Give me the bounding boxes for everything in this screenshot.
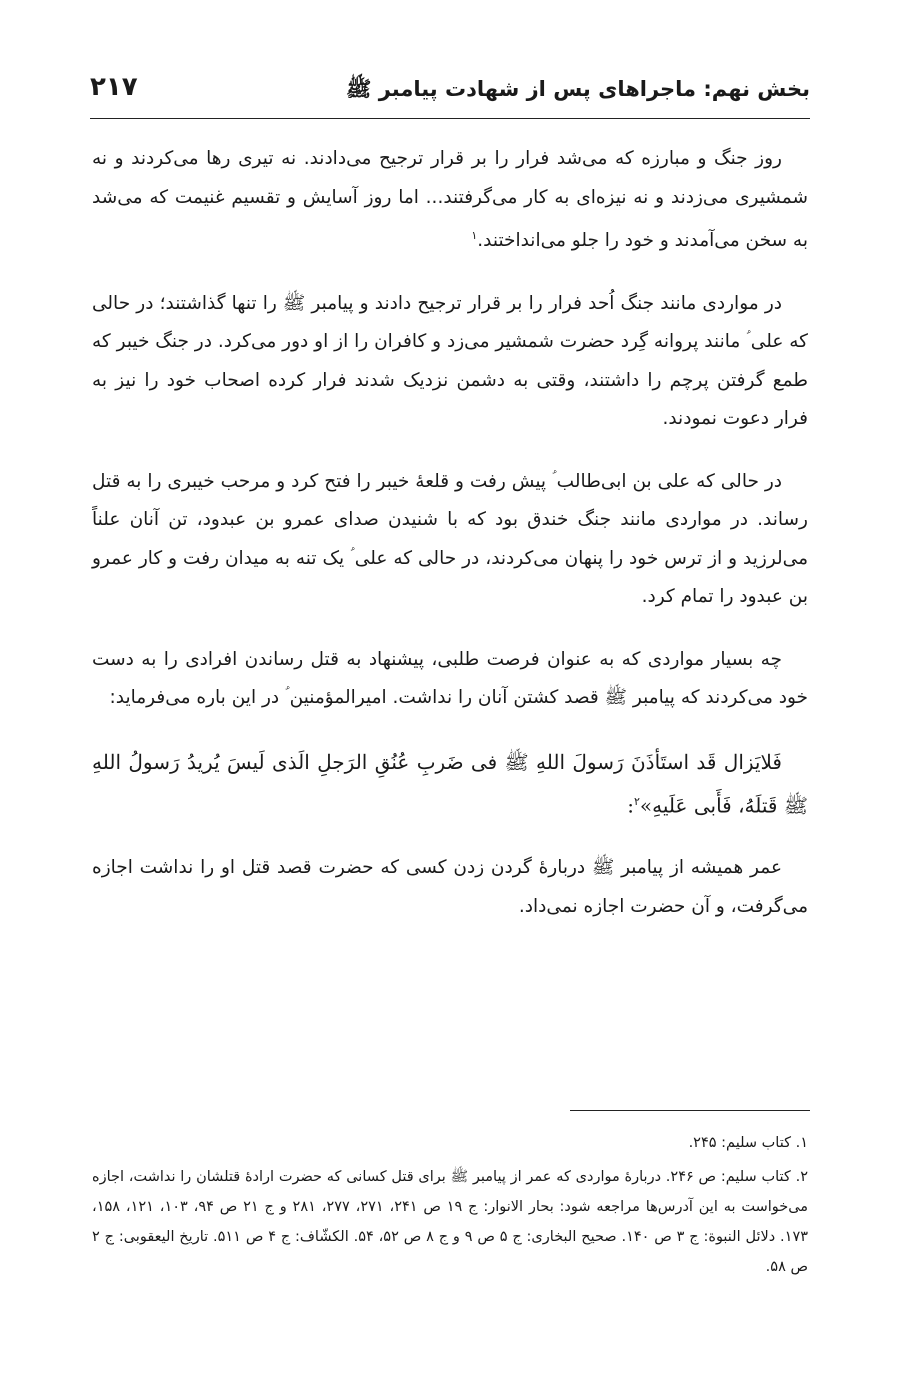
paragraph-2 — [92, 285, 808, 439]
footnote-rule — [570, 1110, 810, 1111]
page-header — [90, 72, 810, 116]
paragraph-4 — [92, 641, 808, 718]
arabic-quote — [92, 742, 808, 826]
paragraph-5-text: عمر همیشه از پیامبر ﷺ دربارهٔ گردن زدن کسی که حضرت قصد قتل او را نداشت اجازه می‌گرفت، و آن حضرت اجازه نمی‌داد. — [92, 857, 808, 917]
footnote-ref-1: ۱ — [471, 229, 478, 242]
footnote-ref-2: ۲ — [634, 794, 640, 808]
paragraph-3 — [92, 463, 808, 617]
paragraph-2-text: در مواردی مانند جنگ اُحد فرار را بر قرار ترجیح دادند و پیامبر ﷺ را تنها گذاشتند؛ در حالی که علی ؑ مانند پروانه گِرد حضرت شمشیر می‌زد و کافران را از او دور می‌کرد. در جنگ خیبر که طمع گرفتن پرچم را داشتند، وقتی به دشمن نزدیک شدند فرار کرده اصحاب خود را نیز به فرار دعوت نمودند. — [92, 292, 808, 430]
paragraph-1-text: روز جنگ و مبارزه که می‌شد فرار را بر قرار ترجیح می‌دادند. نه تیری رها می‌کردند و نه شمشیری می‌زدند و نه نیزه‌ای به کار می‌گرفتند... اما روز آسایش و تقسیم غنیمت که می‌شد به سخن می‌آمدند و خود را جلو می‌انداختند. — [92, 148, 808, 252]
paragraph-1 — [92, 140, 808, 261]
header-rule — [90, 118, 810, 119]
quote-colon: : — [627, 793, 634, 818]
quote-text: فَلایَزال قَد استَأذَنَ رَسولَ اللهِ ﷺ فی ضَربِ عُنُقِ الرَجلِ الَذی لَیسَ یُریدُ رَسولُ اللهِ ﷺ قَتلَهُ، فَأَبی عَلَیهِ» — [92, 749, 808, 818]
footnotes — [92, 1128, 808, 1286]
footnote-1: ۱. کتاب سلیم: ۲۴۵. — [688, 1135, 808, 1151]
page-number: ۲۱۷ — [90, 72, 138, 102]
paragraph-3-text: در حالی که علی بن ابی‌طالب ؑ پیش رفت و قلعهٔ خیبر را فتح کرد و مرحب خیبری را به قتل رساند. در مواردی مانند جنگ خندق بود که با شنیدن صدای عمرو بن عبدود، تن آنان علناً می‌لرزید و از ترس خود را پنهان می‌کردند، در حالی که علی ؑ یک تنه به میدان رفت و کار عمرو بن عبدود را تمام کرد. — [92, 470, 808, 608]
footnote-2: ۲. کتاب سلیم: ص ۲۴۶. دربارهٔ مواردی که عمر از پیامبر ﷺ برای قتل کسانی که حضرت ارادهٔ قتلشان را نداشت، اجازه می‌خواست به این آدرس‌ها مراجعه شود: بحار الانوار: ج ۱۹ ص ۲۴۱، ۲۷۱، ۲۷۷، ۲۸۱ و ج ۲۱ ص ۹۴، ۱۰۳، ۱۲۱، ۱۵۸، ۱۷۳. دلائل النبوة: ج ۳ ص ۱۴۰. صحیح البخاری: ج ۵ ص ۹ و ج ۸ ص ۵۲، ۵۴. الکشّاف: ج ۴ ص ۵۱۱. تاریخ الیعقوبی: ج ۲ ص ۵۸. — [92, 1169, 809, 1275]
paragraph-5 — [92, 849, 808, 926]
paragraph-4-text: چه بسیار مواردی که به عنوان فرصت طلبی، پیشنهاد به قتل رساندن افرادی را به دست خود می‌کردند که پیامبر ﷺ قصد کشتن آنان را نداشت. امیرالمؤمنین ؑ در این باره می‌فرماید: — [92, 648, 808, 709]
body-text — [92, 140, 808, 950]
chapter-title: بخش نهم: ماجراهای پس از شهادت پیامبر ﷺ — [346, 77, 810, 101]
